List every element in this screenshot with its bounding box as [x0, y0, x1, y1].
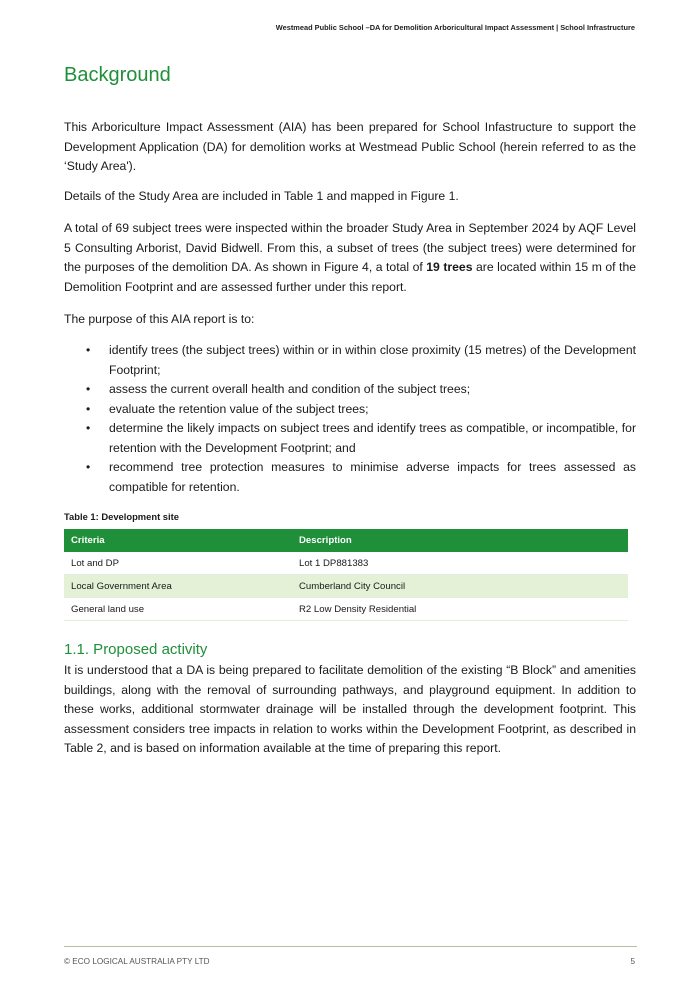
footer-company: © ECO LOGICAL AUSTRALIA PTY LTD — [64, 957, 210, 966]
table-cell: R2 Low Density Residential — [292, 598, 628, 621]
purpose-list — [64, 341, 636, 497]
development-site-table — [64, 529, 628, 621]
table-row — [64, 575, 628, 598]
table-row — [64, 552, 628, 575]
footer-divider — [64, 946, 637, 947]
column-header: Criteria — [64, 529, 292, 552]
paragraph-text: are located within 15 m of the Demolition Footprint and are assessed further under this report. — [64, 260, 637, 294]
table-row — [64, 598, 628, 621]
list-item: • identify trees (the subject trees) within or in within close proximity (15 metres) of the Development Footprint; — [64, 341, 636, 380]
section-heading: Background — [64, 64, 171, 86]
list-item: • assess the current overall health and condition of the subject trees; — [64, 380, 636, 400]
table-cell: Local Government Area — [64, 575, 292, 598]
proposed-activity-paragraph: It is understood that a DA is being prepared to facilitate demolition of the existing “B Block” and amenities buildings, along with the removal of surrounding pathways, and playground equipment. In addition to these works, additional stormwater drainage will be installed through the development footprint. This assessment considers tree impacts in relation to works within the Development Footprint, as described in Table 2, and is based on information available at the time of preparing this report. — [64, 663, 636, 755]
subject-trees-paragraph — [64, 219, 636, 297]
list-item: • recommend tree protection measures to minimise adverse impacts for trees assessed as compatible for retention. — [64, 458, 636, 497]
table-cell: General land use — [64, 598, 292, 621]
list-item: • evaluate the retention value of the subject trees; — [64, 400, 636, 420]
running-header: Westmead Public School –DA for Demolition Arboricultural Impact Assessment | School Infrastructure — [275, 23, 635, 32]
list-item: • determine the likely impacts on subject trees and identify trees as compatible, or incompatible, for retention with the Development Footprint; and — [64, 419, 636, 458]
table-header-row — [64, 529, 628, 552]
column-header: Description — [292, 529, 628, 552]
page-number: 5 — [630, 957, 635, 966]
table-cell: Lot 1 DP881383 — [292, 552, 628, 575]
table-caption: Table 1: Development site — [64, 511, 179, 522]
purpose-paragraph: The purpose of this AIA report is to: — [64, 312, 255, 326]
paragraph-text: A total of 69 subject trees were inspected within the broader Study Area in September 2024 by AQF Level 5 Consulting Arborist, David Bidwell. From this, a subset of trees (the subject trees) were determined for the purposes of the demolition DA. As shown in Figure 4, a total of — [64, 221, 636, 274]
table-cell: Cumberland City Council — [292, 575, 628, 598]
table-cell: Lot and DP — [64, 552, 292, 575]
intro-paragraph: This Arboriculture Impact Assessment (AIA) has been prepared for School Infastructure to support the Development Application (DA) for demolition works at Westmead Public School (herein referred to as the ‘Study Area'). — [64, 120, 636, 173]
study-area-paragraph: Details of the Study Area are included in Table 1 and mapped in Figure 1. — [64, 189, 459, 203]
subsection-heading: 1.1. Proposed activity — [64, 641, 208, 658]
emphasis-count: 19 trees — [426, 260, 473, 274]
